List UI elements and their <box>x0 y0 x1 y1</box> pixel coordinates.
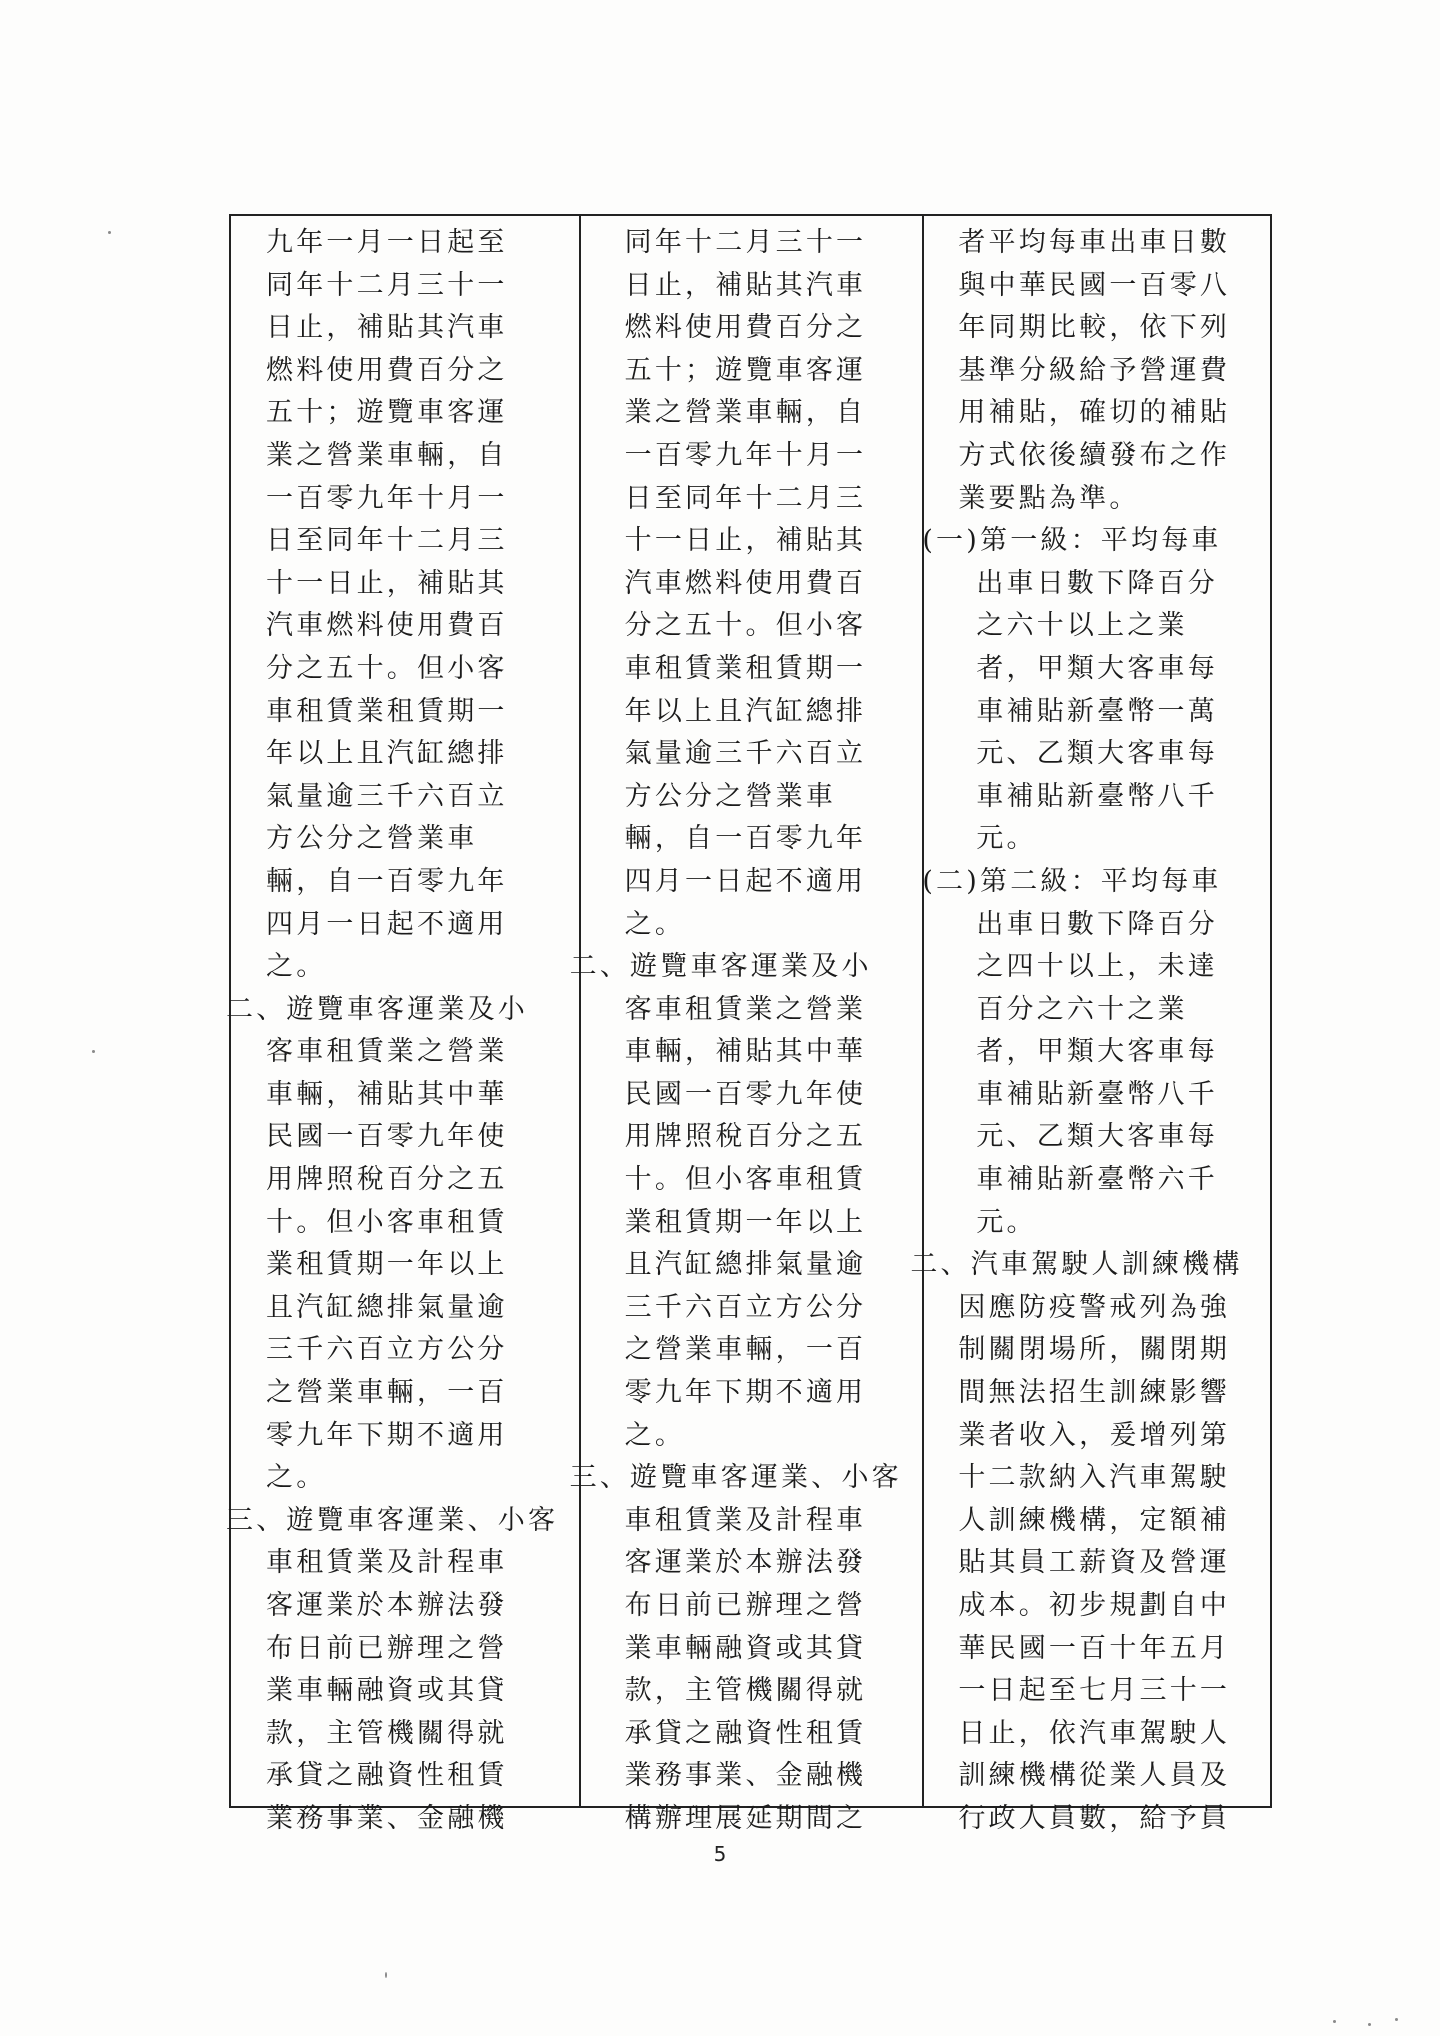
text-line: 分之五十。但小客 <box>624 610 867 642</box>
text-line: 間無法招生訓練影響 <box>958 1377 1231 1409</box>
text-line: 業務事業、金融機 <box>624 1760 867 1792</box>
text-line: 業車輛融資或其貸 <box>266 1675 508 1707</box>
text-line: 出車日數下降百分 <box>976 908 1218 940</box>
text-line: 者，甲類大客車每 <box>976 652 1218 684</box>
text-line: 三、遊覽車客運業、小客 <box>569 1462 902 1494</box>
text-line: 車租賃業租賃期一 <box>624 652 867 684</box>
text-line: (二)第二級：平均每車 <box>922 865 1222 897</box>
text-line: 之營業車輛，一百 <box>624 1334 867 1366</box>
text-line: 汽車燃料使用費百 <box>266 610 508 642</box>
text-line: 日止，補貼其汽車 <box>624 269 867 301</box>
text-line: 車租賃業及計程車 <box>266 1547 508 1579</box>
text-line: 二、遊覽車客運業及小 <box>569 951 872 983</box>
text-line: 用牌照稅百分之五 <box>624 1121 867 1153</box>
table-column-2 <box>569 216 923 1834</box>
text-line: 車租賃業及計程車 <box>624 1504 867 1536</box>
column-text <box>226 222 579 1841</box>
text-line: 布日前已辦理之營 <box>266 1632 508 1664</box>
text-line: 與中華民國一百零八 <box>958 269 1231 301</box>
text-line: 出車日數下降百分 <box>976 567 1218 599</box>
text-line: 民國一百零九年使 <box>624 1078 867 1110</box>
text-line: 氣量逾三千六百立 <box>624 738 867 770</box>
text-line: 車補貼新臺幣八千 <box>976 780 1218 812</box>
text-line: 元、乙類大客車每 <box>976 738 1218 770</box>
text-line: 之。 <box>624 908 686 940</box>
text-line: 輛，自一百零九年 <box>266 865 508 897</box>
text-line: 車輛，補貼其中華 <box>624 1036 867 1068</box>
text-line: 百分之六十之業 <box>976 993 1188 1025</box>
text-line: 業之營業車輛，自 <box>266 439 508 471</box>
text-line: 者，甲類大客車每 <box>976 1036 1218 1068</box>
comparison-table <box>226 214 1272 1834</box>
text-line: 方公分之營業車 <box>266 823 478 855</box>
scan-speck <box>385 1972 387 1978</box>
text-line: 同年十二月三十一 <box>266 269 508 301</box>
text-line: 車補貼新臺幣八千 <box>976 1078 1218 1110</box>
text-line: 九年一月一日起至 <box>266 227 508 258</box>
text-line: 氣量逾三千六百立 <box>266 780 508 812</box>
text-line: 十。但小客車租賃 <box>624 1164 867 1196</box>
text-line: 業務事業、金融機 <box>266 1802 508 1834</box>
text-line: 元。 <box>976 1206 1037 1238</box>
column-text <box>569 222 923 1841</box>
text-line: 三千六百立方公分 <box>266 1334 508 1366</box>
text-line: 基準分級給予營運費 <box>958 354 1231 386</box>
text-line: 日至同年十二月三 <box>266 525 508 557</box>
text-line: 一百零九年十月一 <box>624 439 867 471</box>
text-line: 五十；遊覽車客運 <box>624 354 867 386</box>
text-line: 車補貼新臺幣六千 <box>976 1164 1218 1196</box>
text-line: 十二款納入汽車駕駛 <box>958 1462 1231 1494</box>
text-line: 之六十以上之業 <box>976 610 1188 642</box>
text-line: 燃料使用費百分之 <box>624 312 867 344</box>
text-line: 一日起至七月三十一 <box>958 1675 1231 1707</box>
text-line: 四月一日起不適用 <box>266 908 508 940</box>
text-line: 用牌照稅百分之五 <box>266 1164 508 1196</box>
text-line: 布日前已辦理之營 <box>624 1590 867 1621</box>
text-line: 訓練機構從業人員及 <box>958 1760 1231 1792</box>
text-line: 貼其員工薪資及營運 <box>958 1547 1231 1579</box>
text-line: 三、遊覽車客運業、小客 <box>226 1504 559 1536</box>
page-number: 5 <box>713 1842 727 1866</box>
text-line: 業要點為準。 <box>958 482 1140 514</box>
text-line: 五十；遊覽車客運 <box>266 397 508 429</box>
text-line: 因應防疫警戒列為強 <box>958 1291 1231 1323</box>
text-line: 十。但小客車租賃 <box>266 1206 508 1238</box>
text-line: 輛，自一百零九年 <box>624 823 867 855</box>
scan-speck <box>1333 2020 1336 2023</box>
text-line: 車租賃業租賃期一 <box>266 695 508 727</box>
text-line: (一)第一級：平均每車 <box>922 525 1222 557</box>
text-line: 三千六百立方公分 <box>624 1291 867 1323</box>
text-line: 車輛，補貼其中華 <box>266 1078 508 1110</box>
text-line: 年以上且汽缸總排 <box>266 738 508 770</box>
text-line: 業租賃期一年以上 <box>624 1206 867 1238</box>
text-line: 款，主管機關得就 <box>624 1675 867 1707</box>
scan-speck <box>92 1050 95 1053</box>
table-column-3 <box>910 216 1270 1834</box>
text-line: 日至同年十二月三 <box>624 482 867 514</box>
text-line: 制關閉場所，關閉期 <box>958 1334 1231 1366</box>
text-line: 客運業於本辦法發 <box>266 1590 508 1621</box>
text-line: 方式依後續發布之作 <box>958 439 1231 471</box>
scan-speck <box>108 231 111 234</box>
text-line: 十一日止，補貼其 <box>624 525 867 557</box>
text-line: 業車輛融資或其貸 <box>624 1632 867 1664</box>
text-line: 之四十以上，未達 <box>976 951 1218 983</box>
text-line: 方公分之營業車 <box>624 780 837 812</box>
text-line: 業租賃期一年以上 <box>266 1249 508 1281</box>
text-line: 燃料使用費百分之 <box>266 354 508 386</box>
text-line: 零九年下期不適用 <box>624 1377 867 1409</box>
scan-speck <box>1368 2023 1371 2026</box>
text-line: 者平均每車出車日數 <box>958 227 1231 258</box>
text-line: 承貸之融資性租賃 <box>624 1717 867 1749</box>
text-line: 業之營業車輛，自 <box>624 397 867 429</box>
text-line: 之營業車輛，一百 <box>266 1377 508 1409</box>
table-column-1 <box>226 216 579 1834</box>
text-line: 日止，依汽車駕駛人 <box>958 1717 1231 1749</box>
text-line: 業者收入，爰增列第 <box>958 1419 1231 1451</box>
text-line: 客車租賃業之營業 <box>624 993 867 1025</box>
text-line: 年以上且汽缸總排 <box>624 695 867 727</box>
text-line: 華民國一百十年五月 <box>958 1632 1231 1664</box>
text-line: 年同期比較，依下列 <box>958 312 1231 344</box>
text-line: 民國一百零九年使 <box>266 1121 508 1153</box>
text-line: 之。 <box>266 1462 327 1494</box>
text-line: 二、遊覽車客運業及小 <box>226 993 528 1025</box>
text-line: 構辦理展延期間之 <box>624 1802 867 1834</box>
text-line: 分之五十。但小客 <box>266 652 508 684</box>
text-line: 日止，補貼其汽車 <box>266 312 508 344</box>
text-line: 零九年下期不適用 <box>266 1419 508 1451</box>
text-line: 之。 <box>266 951 327 983</box>
text-line: 人訓練機構，定額補 <box>958 1504 1231 1536</box>
text-line: 十一日止，補貼其 <box>266 567 508 599</box>
text-line: 元。 <box>976 823 1037 855</box>
text-line: 一百零九年十月一 <box>266 482 508 514</box>
text-line: 承貸之融資性租賃 <box>266 1760 508 1792</box>
text-line: 汽車燃料使用費百 <box>624 567 867 599</box>
scan-speck <box>1395 2018 1398 2021</box>
text-line: 元、乙類大客車每 <box>976 1121 1218 1153</box>
text-line: 四月一日起不適用 <box>624 865 867 897</box>
text-line: 之。 <box>624 1419 686 1451</box>
text-line: 同年十二月三十一 <box>624 227 867 258</box>
text-line: 車補貼新臺幣一萬 <box>976 695 1218 727</box>
text-line: 行政人員數，給予員 <box>958 1802 1231 1834</box>
text-line: 款，主管機關得就 <box>266 1717 508 1749</box>
text-line: 用補貼，確切的補貼 <box>958 397 1231 429</box>
text-line: 二、汽車駕駛人訓練機構 <box>910 1249 1243 1281</box>
text-line: 且汽缸總排氣量逾 <box>624 1249 867 1281</box>
text-line: 客運業於本辦法發 <box>624 1547 867 1579</box>
text-line: 且汽缸總排氣量逾 <box>266 1291 508 1323</box>
text-line: 成本。初步規劃自中 <box>958 1590 1231 1621</box>
column-text <box>910 222 1270 1841</box>
text-line: 客車租賃業之營業 <box>266 1036 508 1068</box>
